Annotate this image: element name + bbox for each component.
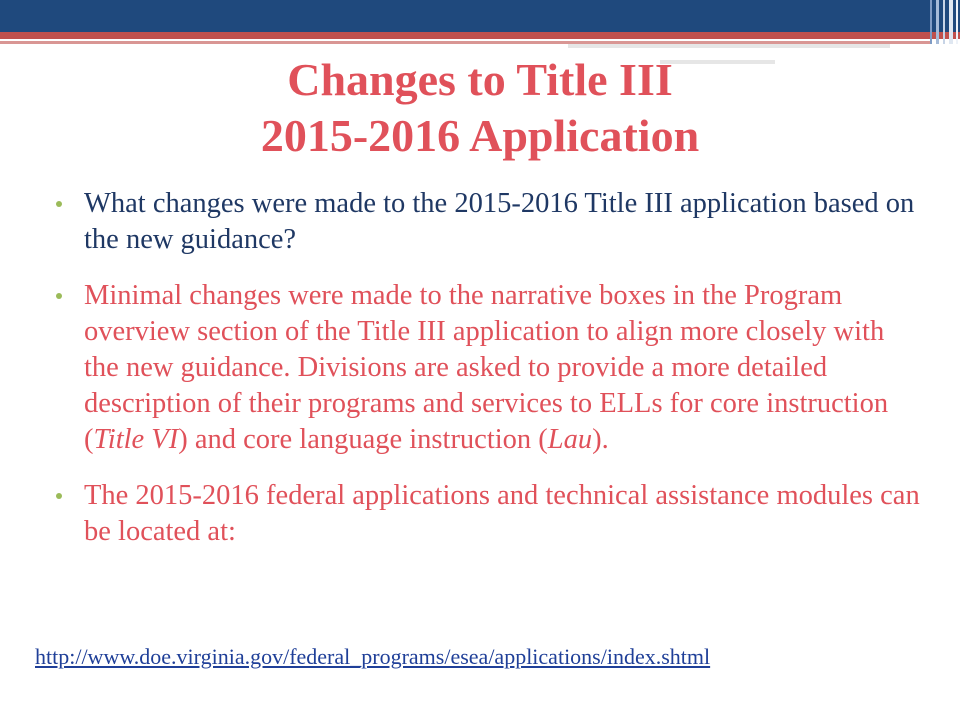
bullet-italic-title-vi: Title VI: [93, 424, 179, 455]
header-bar-blue: [0, 0, 960, 32]
bullet-dot-icon: [56, 201, 62, 207]
bullet-item: [52, 478, 922, 550]
applications-link[interactable]: http://www.doe.virginia.gov/federal_programs/esea/applications/index.shtml: [35, 644, 711, 669]
bullet-dot-icon: [56, 293, 62, 299]
slide-title: [0, 52, 960, 164]
bullet-text-part: Minimal changes were made to the narrative boxes in the Program overview section of the Title III application to align more closely with the new guidance. Divisions are asked to provide a more detailed description of their programs and services to ELLs for core instruction (: [84, 280, 889, 455]
bullet-list: [52, 186, 922, 550]
bullet-item: [52, 278, 922, 458]
header-bar-red: [0, 32, 960, 39]
bullet-item: [52, 186, 922, 258]
bullet-text: The 2015-2016 federal applications and technical assistance modules can be located at:: [84, 480, 920, 547]
title-line-2: 2015-2016 Application: [260, 110, 700, 161]
bullet-text-part: ).: [592, 424, 609, 455]
bullet-text-part: ) and core language instruction (: [178, 424, 548, 455]
bullet-dot-icon: [56, 493, 62, 499]
header-line-grey: [568, 44, 890, 48]
bullet-text: What changes were made to the 2015-2016 Title III application based on the new guidance?: [84, 188, 915, 255]
bullet-italic-lau: Lau: [547, 424, 593, 455]
header-vertical-stripes: [926, 0, 960, 44]
title-line-1: Changes to Title III: [287, 54, 673, 105]
